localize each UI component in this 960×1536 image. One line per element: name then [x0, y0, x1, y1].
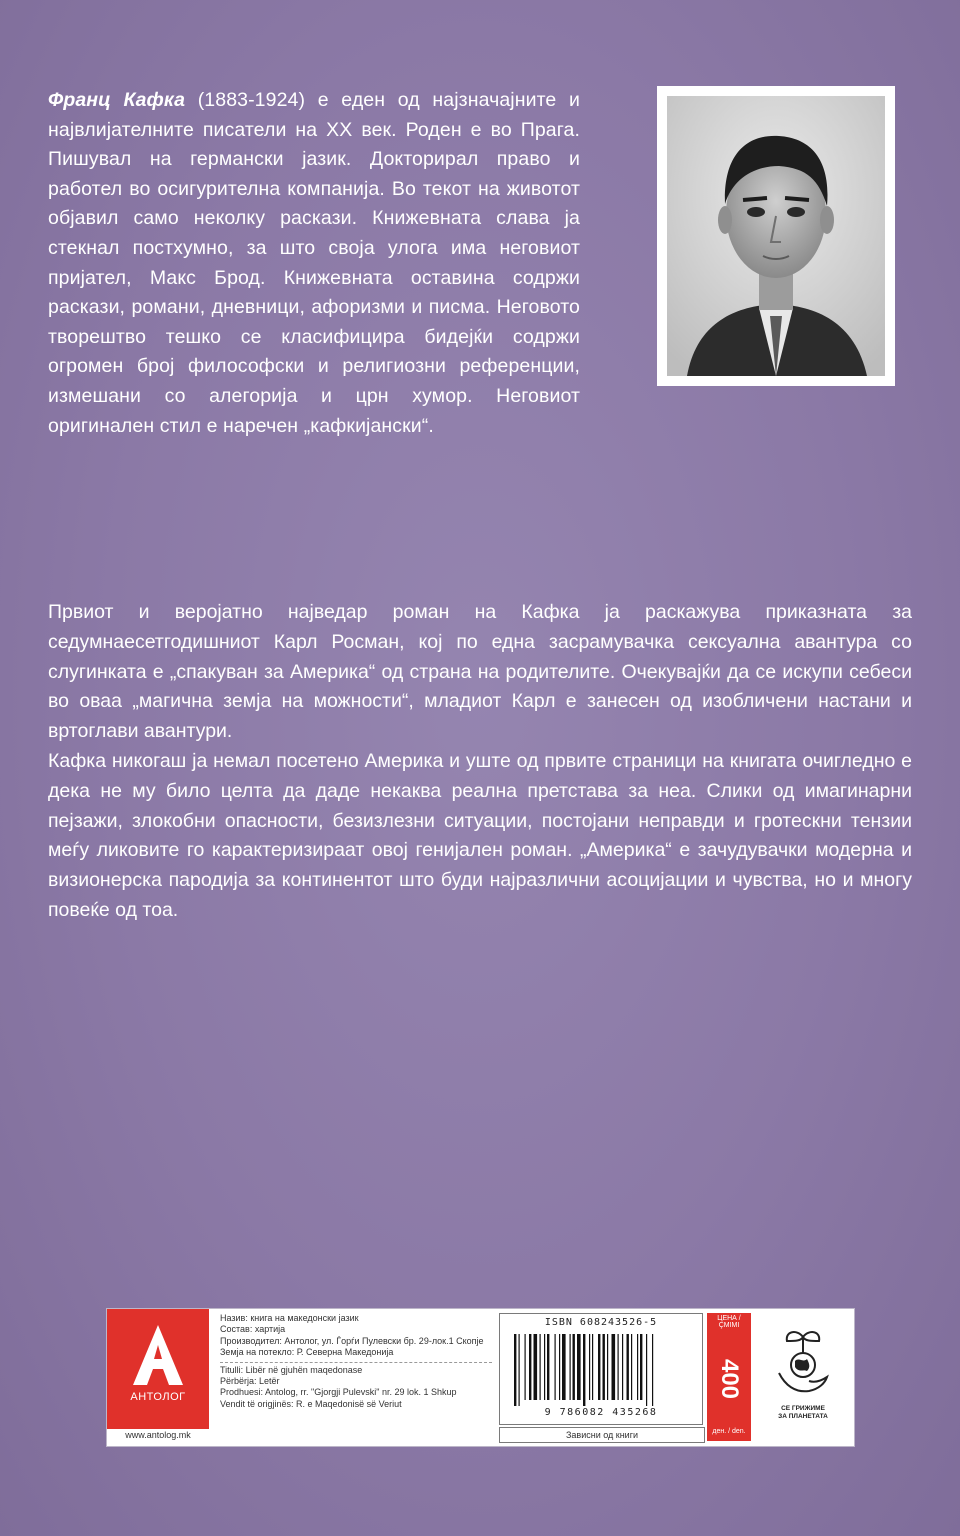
synopsis-paragraph-2: Кафка никогаш ја немал посетено Америка и уште од првите страници на книгата очигледно е дека не му било целта да даде некаква реална претстава за неа. Слики од имагинарни пејзажи, злокобни опасности, безизлезни ситуации, постојани неправди и гротескни тензии меѓу ликовите го карактеризираат овој генијален роман. „Америка“ е зачудувачки модерна и визионерска пародија за континентот што буди најразлични асоцијации и чувства, но и многу повеќе од тоа. — [48, 749, 912, 921]
barcode-bar — [547, 1334, 549, 1400]
barcode-bar — [603, 1334, 605, 1400]
book-synopsis — [48, 598, 912, 926]
barcode-bar — [534, 1334, 538, 1400]
info-mk-1: Назив: книга на македонски јазик — [220, 1313, 359, 1323]
info-divider — [220, 1362, 492, 1363]
barcode-bar — [540, 1334, 541, 1400]
author-photo-frame — [657, 86, 895, 386]
info-sq-1: Titulli: Libër në gjuhën maqedonase — [220, 1364, 363, 1375]
eco-label-line-2: ЗА ПЛАНЕТАТА — [778, 1413, 828, 1420]
barcode-area — [499, 1313, 703, 1425]
price-label: ЦЕНА / ÇMIMI — [717, 1315, 741, 1329]
publisher-a-icon — [131, 1323, 185, 1387]
price-box — [707, 1313, 751, 1441]
barcode-bar — [519, 1334, 520, 1406]
eco-badge — [763, 1319, 843, 1439]
barcode-bar — [555, 1334, 556, 1400]
publisher-info-panel — [106, 1308, 855, 1447]
info-mk-3: Производител: Антолог, ул. Ѓорѓи Пулевски бр. 29-лок.1 Скопје — [220, 1335, 484, 1346]
synopsis-paragraph-1: Првиот и веројатно најведар роман на Кафка ја раскажува приказната за седумнаесетгодишниот Карл Росман, кој по една засрамувачка сексуална авантура со слугинката е „спакуван за Америка“ од страна на родителите. Очекувајќи да се искупи себеси во оваа „магична земја на можности“, младиот Карл е занесен од изобличени настани и вртоглави авантури. — [48, 601, 912, 743]
barcode-bar — [525, 1334, 526, 1400]
barcode-bar — [607, 1334, 608, 1400]
info-mk-2: Состав: хартија — [220, 1324, 286, 1335]
info-sq-3: Prodhuesi: Antolog, rr. "Gjorgji Pulevski" nr. 29 lok. 1 Shkup — [220, 1387, 457, 1398]
product-info — [220, 1313, 492, 1410]
barcode-bar — [622, 1334, 623, 1400]
barcode-bar — [577, 1334, 581, 1400]
barcode-bar — [637, 1334, 638, 1400]
barcode-bar — [544, 1334, 545, 1400]
barcode-bar — [562, 1334, 566, 1400]
barcode-bar — [573, 1334, 575, 1400]
isbn-number: 9 786082 435268 — [544, 1407, 658, 1418]
info-sq-2: Përbërja: Letër — [220, 1376, 280, 1387]
author-bio — [48, 86, 580, 441]
barcode-bar — [627, 1334, 629, 1400]
barcode-bar — [559, 1334, 560, 1400]
barcode-bar — [640, 1334, 642, 1400]
planet-care-icon — [775, 1327, 831, 1401]
publisher-logo — [107, 1309, 209, 1429]
price-unit: ден. / den. — [712, 1428, 746, 1435]
barcode-bar — [589, 1334, 590, 1400]
barcode-bar — [612, 1334, 616, 1400]
publisher-url: www.antolog.mk — [125, 1430, 191, 1440]
barcode-bar — [631, 1334, 632, 1400]
info-mk-4: Земја на потекло: Р. Северна Македонија — [220, 1347, 394, 1358]
barcode-bar — [598, 1334, 600, 1400]
barcode-icon — [510, 1334, 692, 1406]
barcode-bar — [583, 1334, 585, 1406]
barcode-bar — [514, 1334, 516, 1406]
isbn-label: ISBN 608243526-5 — [544, 1317, 658, 1328]
author-bio-text: (1883-1924) е еден од најзначајните и највлијателните писатели на XX век. Роден е во Прага. Пишувал на германски јазик. Докторирал право и работел во осигурителна компанија. Во текот на животот објавил само неколку раскази. Книжевната слава ја стекнал постхумно, за што своја улога има неговиот пријател, Макс Брод. Книжевната оставина содржи раскази, романи, дневници, афоризми и писма. Неговото творештво тешко се класифицира бидејќи содржи огромен број философски и религиозни референции, измешани со алегорија и црн хумор. Неговиот оригинален стил е наречен „кафкијански“. — [48, 89, 580, 437]
barcode-bar — [618, 1334, 619, 1400]
barcode-bar — [592, 1334, 593, 1400]
portrait-image — [667, 96, 885, 376]
info-sq-4: Vendit të origjinës: R. e Maqedonisë së Veriut — [220, 1398, 402, 1409]
eco-label-line-1: СЕ ГРИЖИМЕ — [781, 1405, 825, 1412]
price-value: 400 — [716, 1358, 743, 1400]
barcode-bar — [529, 1334, 531, 1400]
category-label: Зависни од книги — [499, 1427, 705, 1443]
barcode-bar — [652, 1334, 653, 1406]
barcode-bar — [646, 1334, 647, 1406]
author-photo — [667, 96, 885, 376]
publisher-name: АНТОЛОГ — [130, 1391, 186, 1403]
eco-label — [763, 1405, 843, 1421]
barcode-bar — [570, 1334, 571, 1400]
author-name: Франц Кафка — [48, 89, 186, 111]
